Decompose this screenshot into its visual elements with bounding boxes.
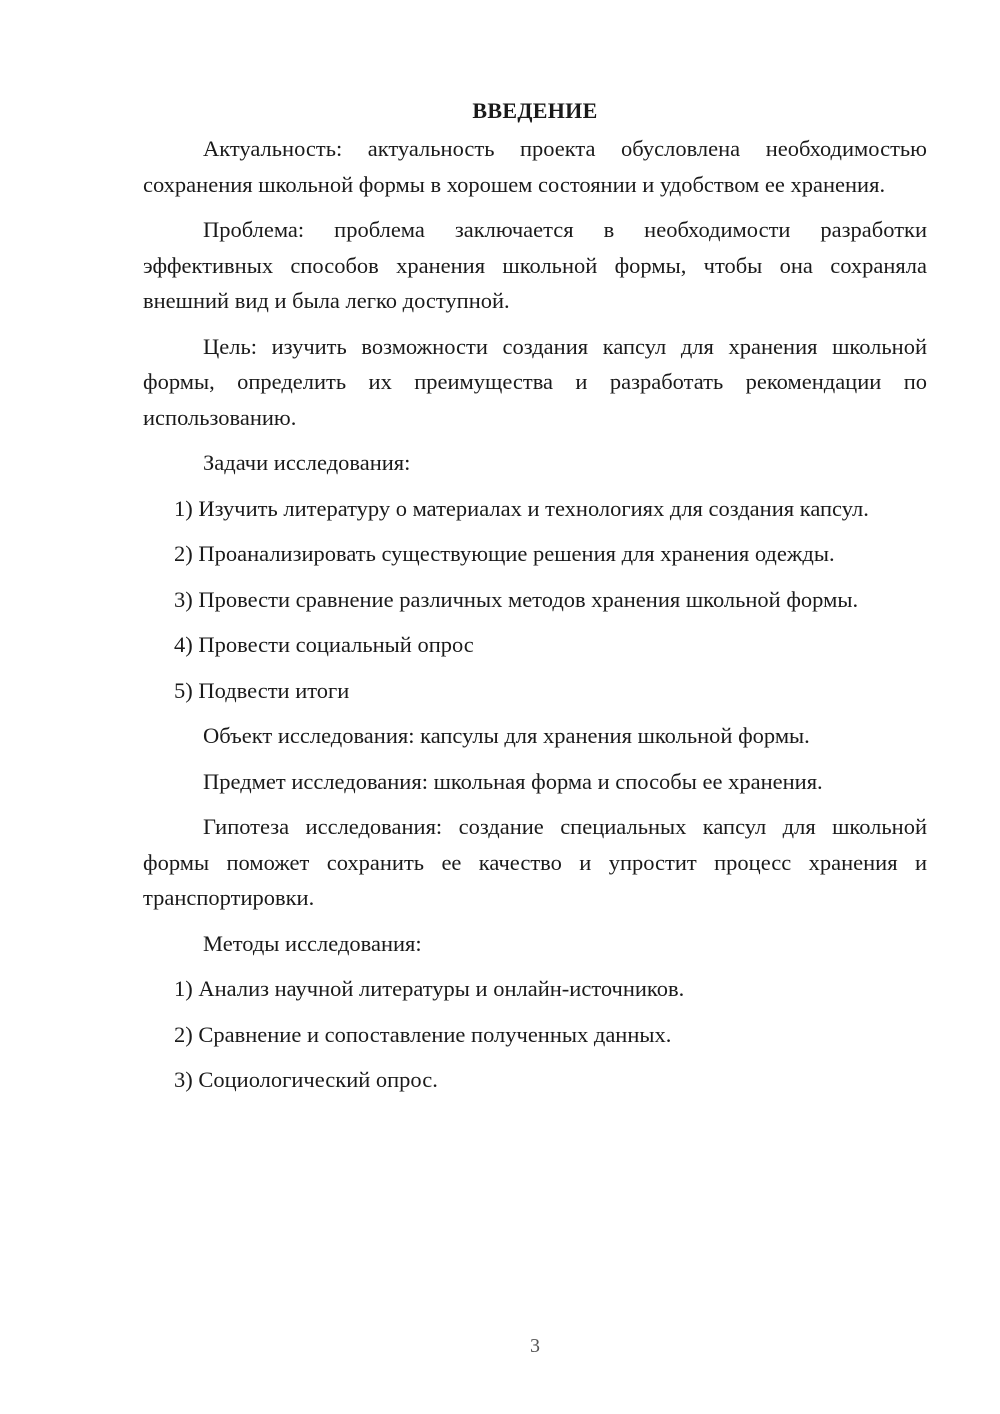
task-item-4: 4) Провести социальный опрос [174,632,474,657]
task-item-5: 5) Подвести итоги [174,677,350,703]
page-number: 3 [530,1335,540,1357]
object-paragraph: Объект исследования: капсулы для хранения школьной формы. [203,723,810,748]
task-item-3: 3) Провести сравнение различных методов хранения школьной формы. [174,586,859,612]
tasks-heading: Задачи исследования: [203,450,411,475]
methods-heading: Методы исследования: [203,930,422,956]
method-item-1: 1) Анализ научной литературы и онлайн-источников. [174,976,685,1001]
relevance-paragraph: Актуальность: актуальность проекта обусловлена необходимостью сохранения школьной формы в хорошем состоянии и удобством ее хранения. [143,136,927,197]
method-item-3: 3) Социологический опрос. [174,1067,438,1092]
page-content [143,93,927,1108]
page-title: ВВЕДЕНИЕ [472,98,598,123]
method-item-2: 2) Сравнение и сопоставление полученных данных. [174,1021,672,1047]
goal-paragraph: Цель: изучить возможности создания капсул для хранения школьной формы, определить их преимущества и разработать рекомендации по использованию. [143,333,927,430]
hypothesis-paragraph: Гипотеза исследования: создание специальных капсул для школьной формы поможет сохранить ее качество и упростит процесс хранения и транспортировки. [143,814,927,910]
subject-paragraph: Предмет исследования: школьная форма и способы ее хранения. [203,768,823,794]
task-item-1: 1) Изучить литературу о материалах и технологиях для создания капсул. [174,495,869,521]
problem-paragraph: Проблема: проблема заключается в необходимости разработки эффективных способов хранения школьной формы, чтобы она сохраняла внешний вид и была легко доступной. [143,217,927,313]
task-item-2: 2) Проанализировать существующие решения для хранения одежды. [174,541,835,566]
